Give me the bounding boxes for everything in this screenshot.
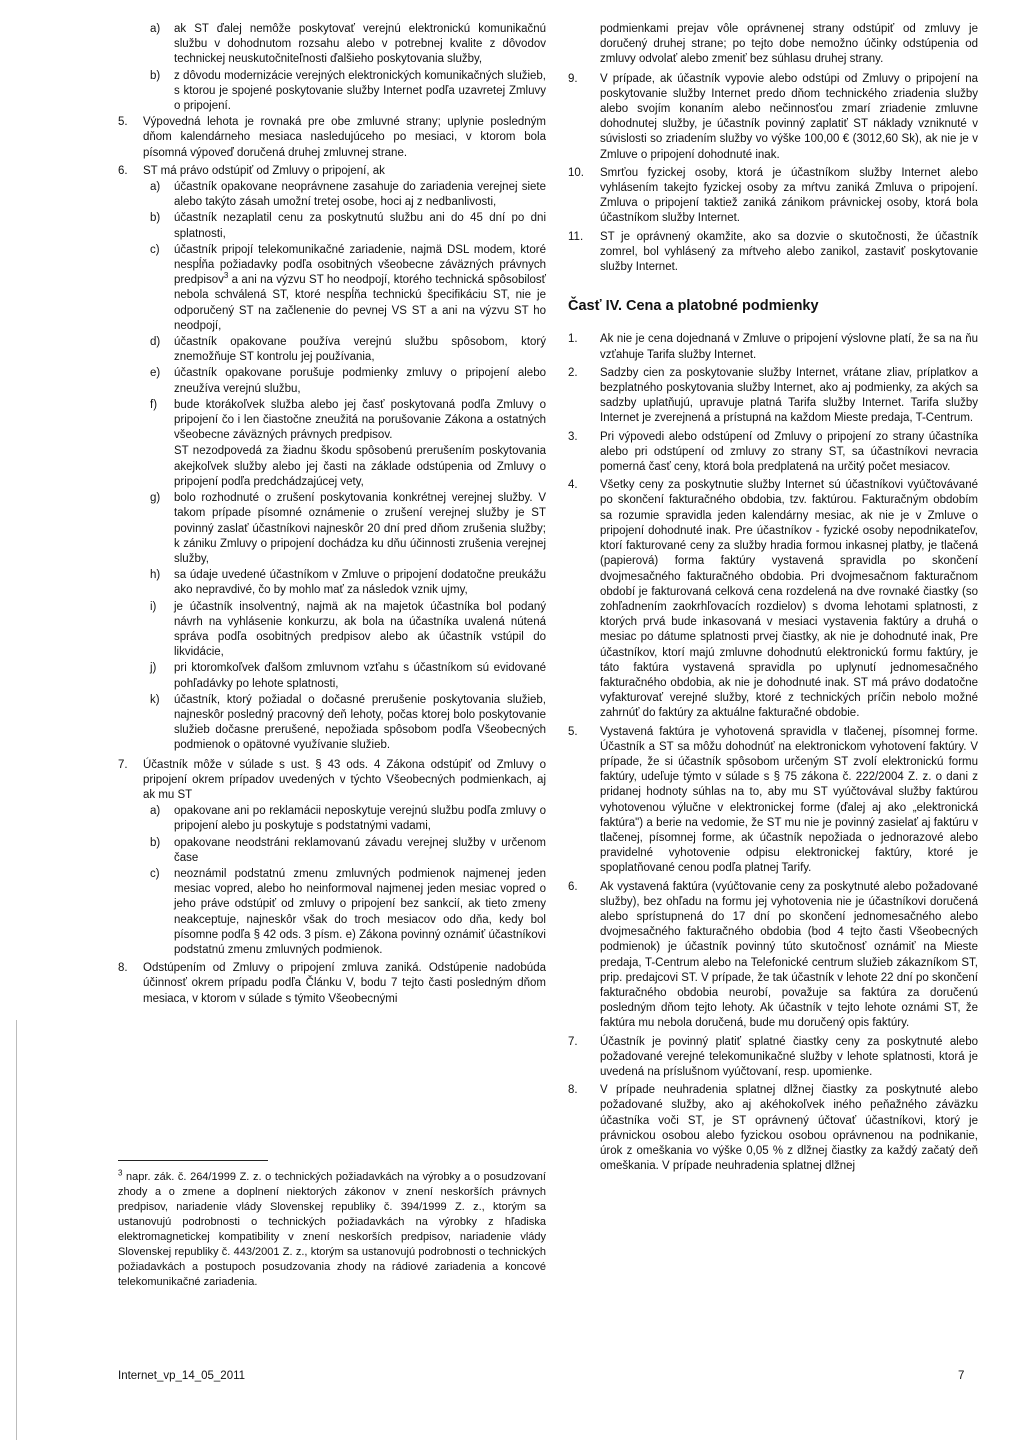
list-item [118, 243, 546, 334]
item-number: 6. [568, 880, 578, 893]
item-text: Výpovedná lehota je rovnaká pre obe zmluvné strany; uplynie posledným dňom kalendárneho mesiaca nasledujúceho po mesiaci, v ktorom bola písomná výpoveď doručená druhej zmluvnej strane. [143, 116, 546, 159]
item-text: Ak vystavená faktúra (vyúčtovanie ceny za poskytnuté alebo požadované služby), bez ohľadu na formu jej vyhotovenia nie je účastníkovi doručená alebo sprístupnená do 17 dní po skončení jednomesačného alebo dvojmesačného fakturačného obdobia (bod 4 tejto časti Všeobecných podmienok) je účastník povinný túto skutočnosť oznámiť na Mieste predaja, T-Centrum alebo na Telefonické centrum služieb zákazníkom ST, prip. predajcovi ST. V prípade, že tak účastník v lehote 22 dní po skončení fakturačného obdobia neurobí, považuje sa faktúra za doručenú posledným dňom tejto lehoty. Ak účastník v tejto lehote oznámi ST, že faktúra mu nebola doručená, bude mu doručený opis faktúry. [600, 880, 978, 1030]
list-item [118, 335, 546, 365]
item-text: účastník opakovane neoprávnene zasahuje do zariadenia verejnej siete alebo takýto zásah umožní tretej osobe, hoci aj z nedbanlivosti, [174, 181, 546, 209]
item-number: b) [150, 836, 161, 849]
list-item [118, 661, 546, 691]
item-number: h) [150, 569, 161, 582]
item-number: c) [150, 243, 160, 256]
paragraph-5 [118, 115, 546, 161]
list-item [118, 366, 546, 396]
footnote-ref: 3 [223, 271, 229, 281]
item-text: Ak nie je cena dojednaná v Zmluve o pripojení výslovne platí, že sa na ňu vzťahuje Tarifa služby Internet. [600, 333, 978, 361]
item-number: a) [150, 23, 161, 35]
list-item [118, 693, 546, 754]
item-text: bude ktorákoľvek služba alebo jej časť poskytovaná podľa Zmluvy o pripojení čo i len čiastočne zneužitá na porušovanie Zákona a ostatných všeobecne záväzných právnych predpisov. [174, 398, 546, 442]
paragraph-continued: podmienkami prejav vôle oprávnenej strany odstúpiť od zmluvy je doručený druhej strane; po tejto dobe nemožno účinky odstúpenia od zmluvy odvolať alebo zmeniť bez súhlasu druhej strany. [600, 23, 978, 66]
item-text: neoznámil podstatnú zmenu zmluvných podmienok najmenej jeden mesiac vopred, alebo ho neinformoval najmenej jeden mesiac vopred o jeho práve odstúpiť od zmluvy o pripojení bez sankcií, ak tieto zmeny neakceptuje, najneskôr však do troch mesiacov odo dňa, kedy bol písomne podľa § 42 ods. 3 písm. e) Zákona povinný oznámiť účastníkovi podstatnú zmenu zmluvných podmienok. [174, 867, 546, 956]
item-number: 2. [568, 366, 578, 379]
item-number: a) [150, 805, 161, 818]
list-item [118, 491, 546, 567]
item-text: z dôvodu modernizácie verejných elektronických komunikačných služieb, s ktorou je spojené poskytovanie služby Internet podľa uzavretej Zmluvy o pripojení. [174, 69, 546, 113]
item-number: 7. [118, 758, 128, 771]
list-item [118, 804, 546, 834]
item-text: Odstúpením od Zmluvy o pripojení zmluva zaniká. Odstúpenie nadobúda účinnosť okrem prípadu podľa Článku V, bodu 7 tejto časti posledným dňom mesiaca, v ktorom v súlade s týmito Všeobecnými [143, 962, 546, 1005]
item-number: e) [150, 367, 161, 380]
item-number: i) [150, 600, 157, 613]
list-item [118, 398, 546, 444]
item-text: je účastník insolventný, najmä ak na majetok účastníka bol podaný návrh na vyhlásenie konkurzu, ak bola na účastníka uvalená nútená správa podľa osobitných predpisov alebo ak účastník vstúpil do likvidácie, [174, 600, 546, 659]
item-number: b) [150, 212, 161, 225]
item-number: 9. [568, 72, 578, 85]
document-id: Internet_vp_14_05_2011 [118, 1370, 246, 1382]
item-number: 4. [568, 479, 578, 492]
list-item [118, 600, 546, 661]
item-number: 5. [118, 116, 128, 129]
list-item [118, 22, 546, 68]
paragraph-11 [568, 230, 978, 276]
item-text: účastník, ktorý požiadal o dočasné prerušenie poskytovania služieb, najneskôr posledný pracovný deň lehoty, počas ktorej bolo poskytovanie služieb dočasne prerušené, nepožiada spôsobom podľa Všeobecných podmienok o opätovné využívanie služieb. [174, 693, 546, 752]
item-number: j) [150, 662, 157, 675]
paragraph-9 [568, 72, 978, 163]
paragraph-7 [118, 758, 546, 804]
footnote-divider [118, 1160, 268, 1161]
item-number: 5. [568, 725, 578, 738]
paragraph-iv-1 [568, 332, 978, 362]
item-number: c) [150, 867, 160, 880]
left-column [118, 22, 546, 1010]
list-item [118, 836, 546, 866]
list-item [118, 568, 546, 598]
page-number: 7 [958, 1370, 965, 1382]
item-text: Pri výpovedi alebo odstúpení od Zmluvy o pripojení zo strany účastníka alebo pri odstúpení od zmluvy zo strany ST, sa účastníkovi nevracia pomerná časť ceny, ktorá bola predplatená na určitý počet mesiacov. [600, 430, 978, 474]
paragraph-iv-4 [568, 478, 978, 721]
paragraph-8 [118, 961, 546, 1007]
item-text: Účastník môže v súlade s ust. § 43 ods. 4 Zákona odstúpiť od Zmluvy o pripojení okrem prípadov uvedených v týchto Všeobecných podmienkach, aj ak mu ST [143, 758, 546, 801]
item-text: ST má právo odstúpiť od Zmluvy o pripojení, ak [143, 164, 385, 177]
paragraph-iv-3 [568, 430, 978, 476]
item-text: účastník opakovane používa verejnú službu spôsobom, ktorý znemožňuje ST kontrolu jej používania, [174, 336, 546, 364]
item-text: Účastník je povinný platiť splatné čiastky ceny za poskytnuté alebo požadované verejné telekomunikačné služby v lehote splatnosti, ktorá je uvedená na príslušnom vyúčtovaní, resp. upomienke. [600, 1035, 978, 1078]
item-number: 8. [568, 1084, 578, 1097]
paragraph-6 [118, 164, 546, 179]
list-item [118, 180, 546, 210]
scan-edge-line [16, 1020, 17, 1440]
item-text: ak ST ďalej nemôže poskytovať verejnú elektronickú komunikačnú službu v dohodnutom rozsahu alebo v potrebnej kvalite z dôvodov technickej neuskutočniteľnosti ďalšieho poskytovania služby, [174, 23, 546, 66]
list-item [118, 867, 546, 958]
item-text: pri ktoromkoľvek ďalšom zmluvnom vzťahu s účastníkom sú evidované pohľadávky po lehote splatnosti, [174, 662, 546, 690]
item-text: opakovane ani po reklamácii neposkytuje verejnú službu podľa zmluvy o pripojení alebo ju poskytuje s podstatnými vadami, [174, 805, 546, 833]
footnote: $^3$ napr. zák. č. 264/1999 Z. z. o technických požiadavkách na výrobky a o posudzovaní zhody a o zmene a doplnení niektorých zákonov v znení neskorších právnych predpisov, nariadenie vlády Slovenskej republiky č. 394/1999 Z. z., ktorým sa ustanovujú podrobnosti o technických požiadavkách na výrobky z hľadiska elektromagnetickej kompatibility v znení neskorších predpisov, nariadenie vlády Slovenskej republiky č. 443/2001 Z. z., ktorým sa ustanovujú podrobnosti o technických požiadavkách a postupoch posudzovania zhody na rádiové zariadenia a koncové telekomunikačné zariadenia. [118, 1168, 546, 1288]
item-number: 11. [568, 230, 584, 243]
item-number: k) [150, 693, 160, 706]
item-number: 8. [118, 962, 128, 975]
section-heading: Časť IV. Cena a platobné podmienky [568, 298, 819, 315]
item-text: Všetky ceny za poskytnutie služby Internet sú účastníkovi vyúčtovávané po skončení fakturačného obdobia, tzv. faktúrou. Fakturačným obdobím sa rozumie spravidla jeden kalendárny mesiac, ak nie je v Zmluve o pripojení dohodnuté inak. Pre účastníkov - fyzické osoby nepodnikateľov, ktorí fakturované ceny za služby hradia formou inkasnej platby, je tlačená (papierová) forma faktúry vystavená spravidla po skončení dvojmesačného fakturačného obdobia. Pri dvojmesačnom fakturačnom období je fakturovaná celková cena rozdelená na dve rovnaké čiastky (so zohľadnením zaokrhľovacích rozdielov) s dvoma lehotami splatnosti, z ktorých prvá bude inkasovaná v mesiaci vystavenia faktúry a druhá o mesiac po dátume splatnosti prvej čiastky, ak nie je dohodnuté inak, Pre účastníkov, ktorí majú zmluvne dohodnutú elektronickú formu faktúry, je táto faktúra vystavená spravidla po uplynutí jednomesačného fakturačného obdobia, ak nie je dohodnuté inak. ST má právo dodatočne vyfakturovať verejné služby, ktoré z technických príčin nebolo možné zahrnúť do faktúry za aktuálne fakturačné obdobie. [600, 479, 978, 720]
item-number: a) [150, 181, 161, 194]
item-text: V prípade, ak účastník vypovie alebo odstúpi od Zmluvy o pripojení na poskytovanie služby Internet predo dňom technického zriadenia služby alebo svojím konaním alebo nečinnosťou zmarí zriadenie zmluvne dohodnutej služby, je účastník povinný zaplatiť ST náklady vzniknuté v súvislosti so zriadením služby vo výške 100,00 € (3012,60 Sk), ak nie je v Zmluve o pripojení dohodnuté inak. [600, 72, 978, 161]
item-text: ST je oprávnený okamžite, ako sa dozvie o skutočnosti, že účastník zomrel, bol vyhlásený za mŕtveho alebo zanikol, zastaviť poskytovanie služby Internet. [600, 230, 978, 274]
item-number: g) [150, 492, 161, 505]
item-text: účastník opakovane porušuje podmienky zmluvy o pripojení alebo zneužíva verejnú službu, [174, 367, 546, 395]
paragraph-10 [568, 166, 978, 227]
item-number: 6. [118, 164, 128, 177]
list-item [118, 211, 546, 241]
item-number: 10. [568, 166, 584, 179]
item-text: opakovane neodstráni reklamovanú závadu verejnej služby v určenom čase [174, 836, 546, 864]
paragraph-iv-8 [568, 1083, 978, 1174]
paragraph-iv-5 [568, 725, 978, 877]
right-column [568, 22, 978, 1177]
item-text: účastník pripojí telekomunikačné zariadenie, najmä DSL modem, ktoré nespĺňa požiadavky podľa osobitných všeobecne záväzných právnych predpisov [174, 243, 546, 287]
item-text: Smrťou fyzickej osoby, ktorá je účastníkom služby Internet alebo vyhlásením takejto fyzickej osoby za mŕtvu zaniká Zmluva o pripojení. Zmluva o pripojení taktiež zaniká zánikom právnickej osoby, ktorá bola účastníkom služby Internet. [600, 166, 978, 225]
item-text: účastník nezaplatil cenu za poskytnutú službu ani do 45 dní po dni splatnosti, [174, 212, 546, 240]
paragraph-iv-7 [568, 1035, 978, 1081]
item-text: sa údaje uvedené účastníkom v Zmluve o pripojení dodatočne preukážu ako nepravdivé, čo by mohlo mať za následok vznik ujmy, [174, 569, 546, 597]
item-text: a ani na výzvu ST ho neodpojí, ktorého technická spôsobilosť nebola schválená ST, ktoré nespĺňa technickú špecifikáciu ST, nie je odporučený ST na začlenenie do pevnej VS ST a ani na výzvu ST ho neodpojí, [174, 274, 546, 332]
footnote-mark: 3 [118, 1168, 123, 1178]
item-text: Vystavená faktúra je vyhotovená spravidla v tlačenej, písomnej forme. Účastník a ST sa môžu dohodnúť na elektronickom vyhotovení faktúry. V prípade, že si účastník spôsobom určeným ST zvolí elektronickú formu faktúry, udeľuje týmto v súlade s § 75 zákona č. 222/2004 Z. z. o dani z pridanej hodnoty súhlas na to, aby mu ST vyúčtovával služby faktúrou vyhotovenou výlučne v elektronickej forme (ďalej aj ako „elektronická faktúra") a berie na vedomie, že ST mu nie je povinný zasielať aj faktúru v tlačenej, písomnej forme, ak účastník nepožiada o jednorazové alebo pravidelné vyhotovenie odpisu elektronickej faktúry, ktoré je spoplatňované cenou podľa platnej Tarify. [600, 725, 978, 875]
item-text: Sadzby cien za poskytovanie služby Internet, vrátane zliav, príplatkov a bezplatného poskytovania služby Internet, ako aj podmienky, za akých sa sadzby uplatňujú, upravuje platná Tarifa služby Internet. Tarifa služby Internet je zverejnená a prístupná na každom Mieste predaja, T-Centrum. [600, 366, 978, 425]
item-number: f) [150, 398, 158, 411]
paragraph-note: ST nezodpovedá za žiadnu škodu spôsobenú prerušením poskytovania akejkoľvek služby alebo jej časti na základe odstúpenia od Zmluvy o pripojení podľa predchádzajúcej vety, [174, 445, 546, 488]
item-text: V prípade neuhradenia splatnej dlžnej čiastky za poskytnuté alebo požadované služby, ako aj akéhokoľvek iného peňažného záväzku účastníka voči ST, je ST oprávnený účtovať účastníkovi, ktorý je právnickou osobou alebo fyzickou osobou oprávnenou na podnikanie, úrok z omeškania vo výške 0,05 % z dlžnej čiastky za každý začatý deň omeškania. V prípade neuhradenia splatnej dlžnej [600, 1084, 978, 1173]
item-text: bolo rozhodnuté o zrušení poskytovania konkrétnej verejnej služby. V takom prípade písomné oznámenie o zrušení verejnej služby je ST povinný zaslať účastníkovi najneskôr 20 dní pred dňom zrušenia služby; k zániku Zmluvy o pripojení dochádza ku dňu účinnosti zrušenia verejnej služby, [174, 492, 546, 565]
paragraph-iv-2 [568, 366, 978, 427]
item-number: 7. [568, 1035, 578, 1048]
item-number: b) [150, 69, 161, 82]
item-number: d) [150, 336, 161, 349]
item-number: 1. [568, 333, 578, 346]
list-item [118, 69, 546, 115]
item-number: 3. [568, 430, 578, 443]
paragraph-iv-6 [568, 880, 978, 1032]
